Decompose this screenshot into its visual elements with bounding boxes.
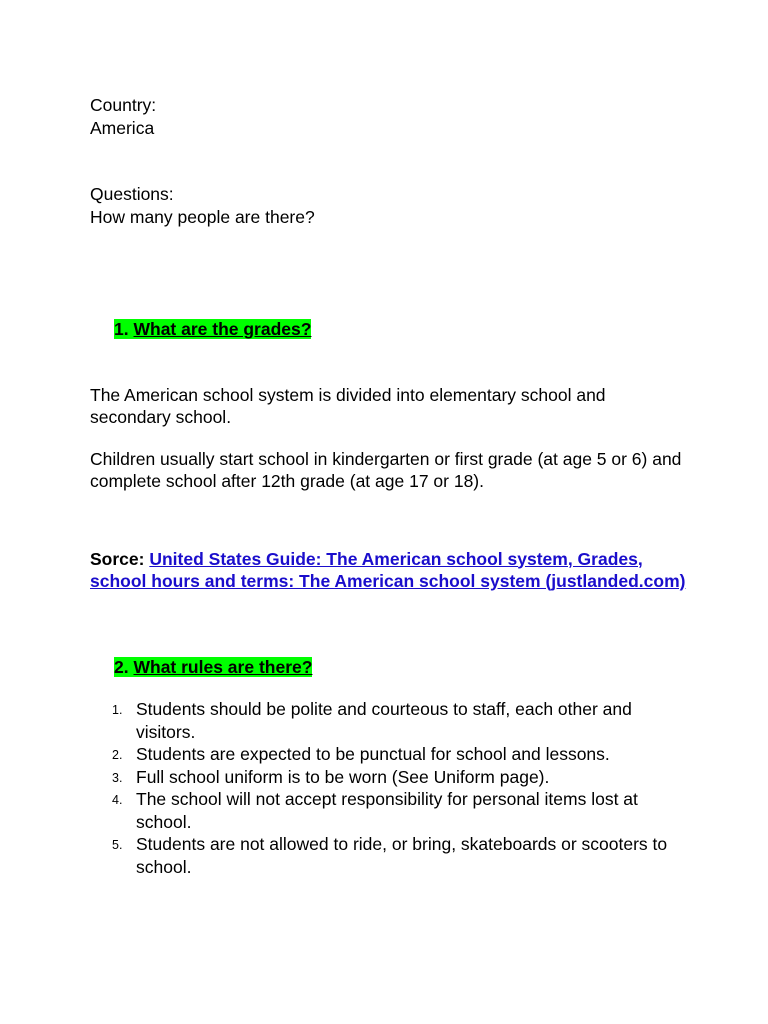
- list-item-text: Students are not allowed to ride, or bring, skateboards or scooters to school.: [136, 834, 668, 877]
- list-item-number: 3.: [112, 770, 123, 785]
- country-label: Country:: [90, 95, 157, 115]
- list-item-text: Students should be polite and courteous to staff, each other and visitors.: [136, 699, 632, 742]
- list-item-text: Students are expected to be punctual for school and lessons.: [136, 744, 610, 764]
- list-item: [90, 743, 690, 766]
- list-item: [90, 788, 690, 833]
- rules-list: [90, 698, 690, 878]
- list-item: [90, 833, 690, 878]
- list-item-text: Full school uniform is to be worn (See Uniform page).: [136, 766, 550, 787]
- section1-title: What are the grades?: [133, 319, 312, 339]
- questions-label: Questions:: [90, 184, 174, 204]
- source-link[interactable]: United States Guide: The American school system, Grades, school hours and terms: The American school system (justlanded.com): [90, 548, 686, 591]
- list-item-number: 5.: [112, 838, 123, 852]
- list-item-number: 1.: [112, 703, 123, 717]
- source-line: [90, 548, 690, 593]
- source-label: Sorce:: [90, 548, 145, 569]
- list-item-text: The school will not accept responsibility for personal items lost at school.: [136, 789, 638, 832]
- section1-paragraph1: The American school system is divided into elementary school and secondary school.: [90, 384, 606, 427]
- document-page: [90, 94, 690, 878]
- section2-number: 2.: [114, 656, 129, 677]
- section2-heading: [90, 656, 690, 679]
- list-item: [90, 766, 690, 789]
- section2-title: What rules are there?: [133, 656, 313, 677]
- section1-paragraph2: Children usually start school in kindergarten or first grade (at age 5 or 6) and complete school after 12th grade (at age 17 or 18).: [90, 448, 682, 491]
- list-item-number: 2.: [112, 748, 123, 762]
- section1-heading: [90, 318, 690, 341]
- section1-number: 1.: [114, 319, 129, 339]
- country-value: America: [90, 117, 155, 138]
- list-item-number: 4.: [112, 793, 123, 807]
- question-text: How many people are there?: [90, 206, 315, 227]
- list-item: [90, 698, 690, 743]
